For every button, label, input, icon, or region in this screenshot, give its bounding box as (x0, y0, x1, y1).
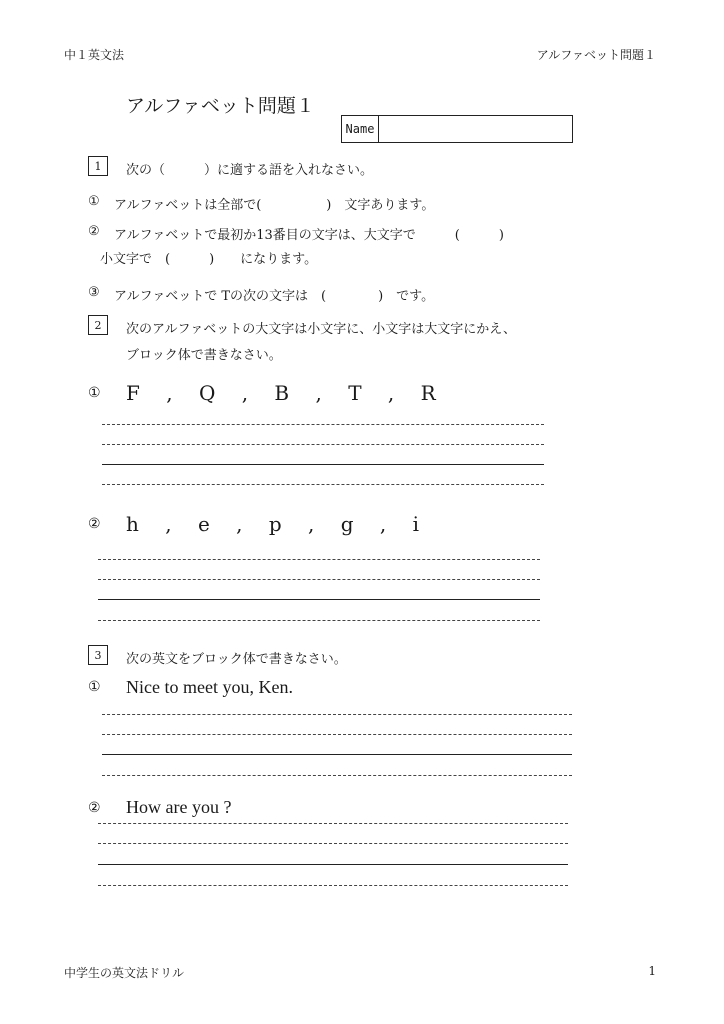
s3-q1-marker: ① (88, 679, 101, 695)
writing-baseline (98, 599, 540, 600)
writing-line-dashed (102, 484, 544, 485)
section-1-instruction: 次の（ ）に適する語を入れなさい。 (126, 163, 374, 178)
s1-q1-marker: ① (88, 194, 100, 209)
section-2-instruction-line2: ブロック体で書きなさい。 (126, 348, 282, 363)
writing-line-dashed (98, 620, 540, 621)
section-3-number: 3 (88, 645, 108, 665)
s2-q2-marker: ② (88, 516, 101, 532)
name-label: Name (342, 116, 379, 142)
writing-line-dashed (98, 885, 568, 886)
header-right: アルファベット問題１ (536, 48, 656, 62)
writing-line-dashed (98, 579, 540, 580)
writing-line-dashed (102, 444, 544, 445)
section-3-instruction: 次の英文をブロック体で書きなさい。 (126, 652, 347, 667)
s1-q2-text: アルファベットで最初か13番目の文字は、大文字で ( ) (114, 228, 504, 243)
page-title: アルファベット問題１ (126, 95, 315, 117)
s1-q3-marker: ③ (88, 285, 100, 300)
section-2-number: 2 (88, 315, 108, 335)
s3-q2-sentence: How are you ? (126, 797, 232, 817)
writing-line-dashed (102, 424, 544, 425)
s1-q1-text: アルファベットは全部で( ) 文字あります。 (114, 198, 435, 213)
header-left: 中１英文法 (64, 48, 125, 62)
s3-q2-marker: ② (88, 800, 101, 816)
writing-line-dashed (98, 559, 540, 560)
page-number: 1 (648, 964, 656, 978)
writing-line-dashed (102, 775, 572, 776)
footer-left: 中学生の英文法ドリル (64, 966, 185, 980)
section-1-number: 1 (88, 156, 108, 176)
writing-line-dashed (98, 823, 568, 824)
writing-line-dashed (98, 843, 568, 844)
s2-q1-marker: ① (88, 385, 101, 401)
section-2-instruction-line1: 次のアルファベットの大文字は小文字に、小文字は大文字にかえ、 (126, 322, 517, 337)
writing-baseline (98, 864, 568, 865)
s3-q1-sentence: Nice to meet you, Ken. (126, 677, 293, 697)
s1-q3-text: アルファベットで Tの次の文字は ( ) です。 (114, 289, 435, 304)
s2-q2-letters: h , e , p , g , i (126, 512, 421, 536)
writing-baseline (102, 464, 544, 465)
writing-line-dashed (102, 714, 572, 715)
s1-q2-marker: ② (88, 224, 100, 239)
writing-line-dashed (102, 734, 572, 735)
name-field[interactable] (341, 115, 573, 143)
s1-q2-text-cont: 小文字で ( ) になります。 (100, 252, 318, 267)
s2-q1-letters: F , Q , B , T , R (126, 381, 437, 405)
writing-baseline (102, 754, 572, 755)
